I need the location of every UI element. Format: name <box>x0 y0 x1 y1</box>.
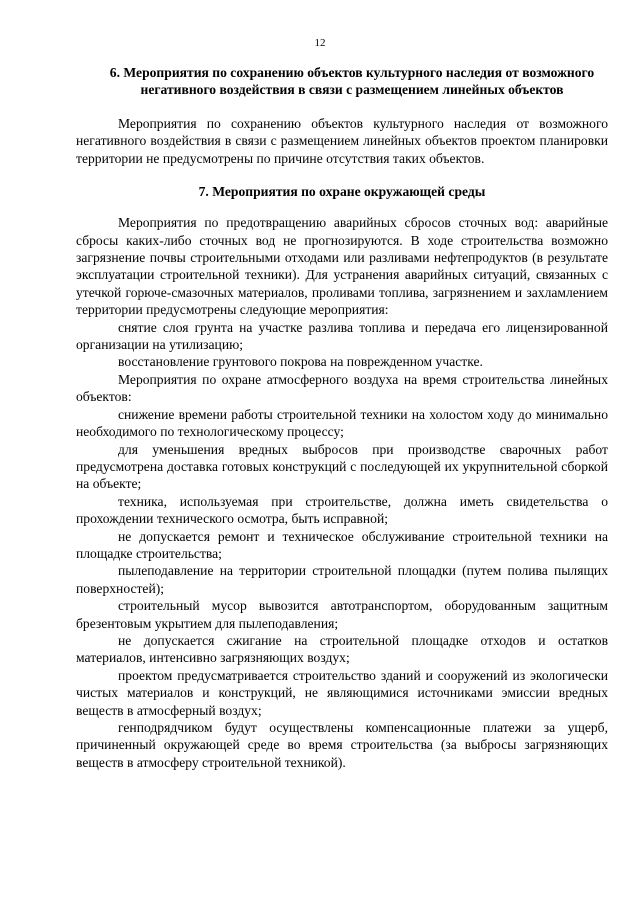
section-7-paragraph: для уменьшения вредных выбросов при производстве сварочных работ предусмотрена доставка готовых конструкций с последующей их укрупнительной сборкой на объекте; <box>76 441 608 492</box>
section-7-paragraph: снятие слоя грунта на участке разлива топлива и передача его лицензированной организации на утилизацию; <box>76 319 608 353</box>
section-6-paragraph: Мероприятия по сохранению объектов культурного наследия от возможного негативного воздействия в связи с размещением линейных объектов проектом планировки территории не предусмотрены по причине отсутствия таких объектов. <box>76 116 608 166</box>
section-7-paragraph: снижение времени работы строительной техники на холостом ходу до минимально необходимого по технологическому процессу; <box>76 406 608 440</box>
section-7-heading: 7. Мероприятия по охране окружающей среды <box>198 184 486 200</box>
section-7-paragraph: Мероприятия по охране атмосферного воздуха на время строительства линейных объектов: <box>76 371 608 405</box>
section-7-paragraph: не допускается сжигание на строительной площадке отходов и остатков материалов, интенсивно загрязняющих воздух; <box>76 632 608 666</box>
section-7-paragraph: генподрядчиком будут осуществлены компенсационные платежи за ущерб, причиненный окружающей среде во время строительства (за выбросы загрязняющих веществ в атмосферу строительной техникой). <box>76 720 608 770</box>
section-7-paragraph: проектом предусматривается строительство зданий и сооружений из экологически чистых материалов и конструкций, не являющимися источниками эмиссии вредных веществ в атмосферный воздух; <box>76 667 608 718</box>
section-7-paragraph: пылеподавление на территории строительной площадки (путем полива пылящих поверхностей); <box>76 563 608 596</box>
page-number: 12 <box>314 37 326 49</box>
section-6-heading: 6. Мероприятия по сохранению объектов культурного наследия от возможного негативного воздействия в связи с размещением линейных объектов <box>109 65 595 97</box>
section-7-paragraph: Мероприятия по предотвращению аварийных сбросов сточных вод: аварийные сбросы каких-либо сточных вод не прогнозируются. В ходе строительства возможно загрязнение почвы строительными отходами или разливами нефтепродуктов (в результате эксплуатации строительной техники). Для устранения аварийных ситуаций, связанных с утечкой горюче-смазочных материалов, проливами топлива, загрязнением и захламлением территории предусмотрены следующие мероприятия: <box>76 215 608 318</box>
section-7-paragraph: восстановление грунтового покрова на поврежденном участке. <box>118 354 483 370</box>
page-content <box>76 64 608 771</box>
section-7-paragraph: не допускается ремонт и техническое обслуживание строительной техники на площадке строительства; <box>76 528 608 561</box>
section-7-paragraph: строительный мусор вывозится автотранспортом, оборудованным защитным брезентовым укрытием для пылеподавления; <box>76 598 608 631</box>
section-7-paragraph: техника, используемая при строительстве, должна иметь свидетельства о прохождении технического осмотра, быть исправной; <box>76 493 608 527</box>
